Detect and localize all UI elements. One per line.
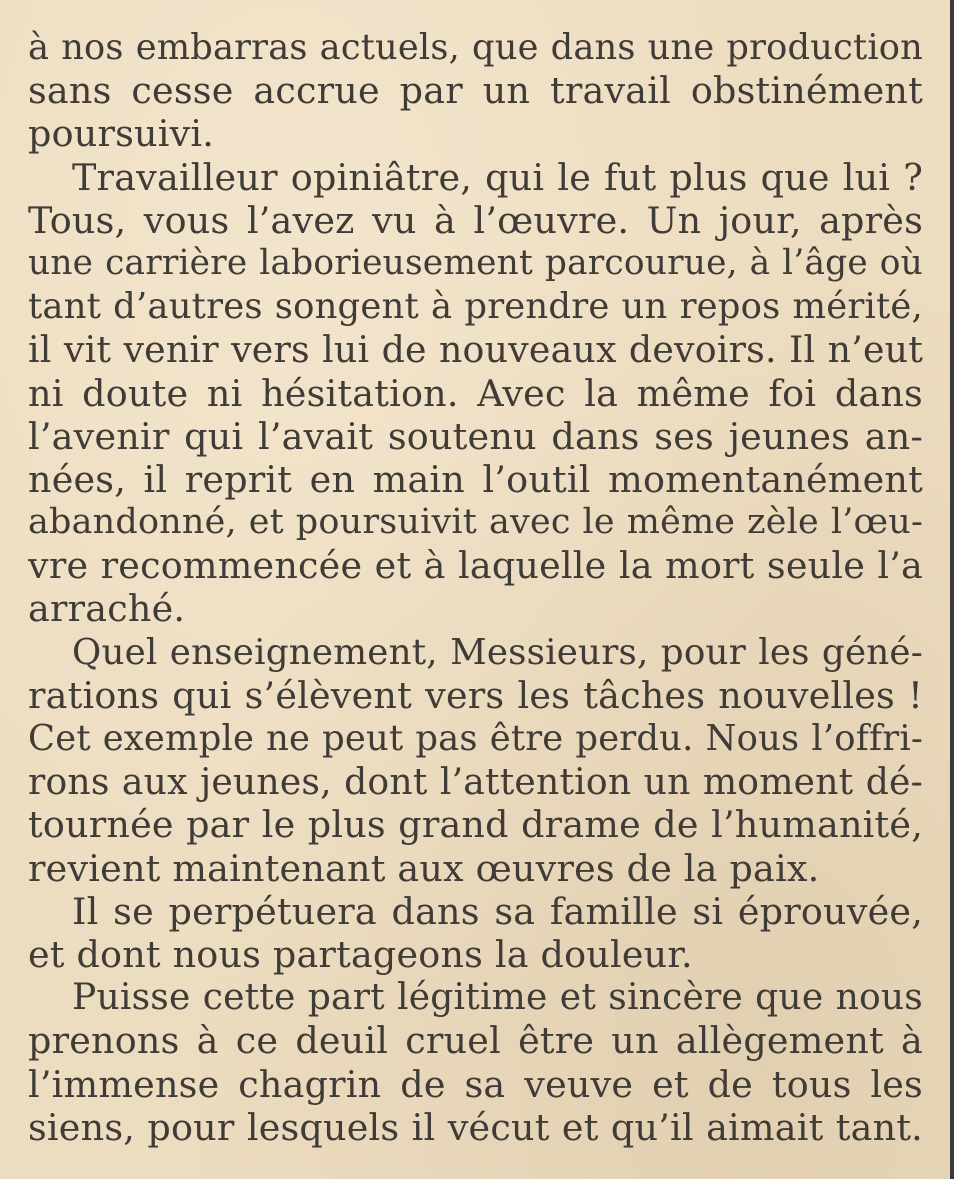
text-line: abandonné, et poursuivit avec le même zèle l’œu- (28, 502, 923, 543)
text-line: siens, pour lesquels il vécut et qu’il aimait tant. (28, 1105, 923, 1149)
text-line: Quel enseignement, Messieurs, pour les géné- (72, 631, 923, 673)
text-line: vre recommencée et à laquelle la mort seule l’a (28, 544, 923, 588)
text-line: une carrière laborieusement parcourue, à l’âge où (28, 242, 923, 283)
article-text (28, 26, 923, 1149)
text-line: arraché. (28, 587, 186, 631)
text-line: il vit venir vers lui de nouveaux devoirs. Il n’eut (28, 328, 923, 372)
text-line: ni doute ni hésitation. Avec la même foi dans (28, 371, 923, 415)
text-line: Il se perpétuera dans sa famille si éprouvée, (72, 889, 923, 933)
text-line: prenons à ce deuil cruel être un allègement à (28, 1019, 923, 1063)
text-line: l’avenir qui l’avait soutenu dans ses jeunes an- (28, 414, 923, 458)
text-line: revient maintenant aux œuvres de la paix. (28, 846, 820, 890)
text-line: rations qui s’élèvent vers les tâches nouvelles ! (28, 673, 923, 717)
text-line: sans cesse accrue par un travail obstinément (28, 69, 923, 113)
text-line: Tous, vous l’avez vu à l’œuvre. Un jour, après (28, 198, 923, 242)
page-edge-border (950, 0, 954, 1179)
text-line: Puisse cette part légitime et sincère que nous (72, 977, 923, 1019)
text-line: à nos embarras actuels, que dans une production (28, 27, 923, 68)
text-line: l’immense chagrin de sa veuve et de tous les (28, 1062, 923, 1106)
text-line: tant d’autres songent à prendre un repos mérité, (28, 286, 923, 328)
text-line: tournée par le plus grand drame de l’humanité, (28, 803, 923, 847)
text-line: poursuivi. (28, 112, 215, 156)
text-line: nées, il reprit en main l’outil momentanément (28, 457, 923, 501)
text-line: Travailleur opiniâtre, qui le fut plus que lui ? (72, 155, 923, 199)
text-line: Cet exemple ne peut pas être perdu. Nous l’offri- (28, 718, 923, 759)
text-line: et dont nous partageons la douleur. (28, 932, 693, 976)
text-line: rons aux jeunes, dont l’attention un moment dé- (28, 760, 923, 804)
